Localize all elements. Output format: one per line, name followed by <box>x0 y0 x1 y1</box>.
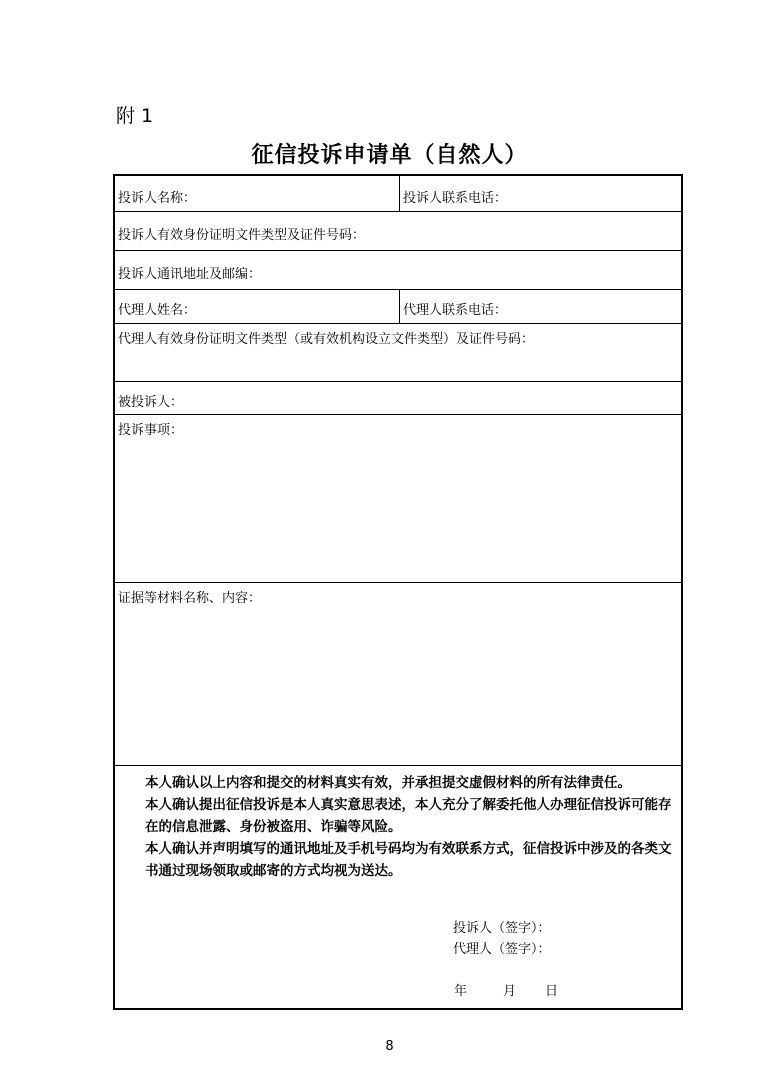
complaint-matters-label: 投诉事项： <box>118 423 184 438</box>
row-complainant-name <box>115 176 681 212</box>
annex-label: 附 1 <box>116 105 154 127</box>
agent-id-label: 代理人有效身份证明文件类型（或有效机构设立文件类型）及证件号码： <box>118 332 535 347</box>
cell-agent-phone[interactable] <box>399 290 681 323</box>
complainant-signature-label: 投诉人（签字）： <box>453 921 551 936</box>
row-complaint-matters[interactable] <box>115 415 681 583</box>
cell-complainant-name[interactable] <box>115 176 399 211</box>
complainant-id-label: 投诉人有效身份证明文件类型及证件号码： <box>118 228 366 243</box>
agent-name-label: 代理人姓名： <box>118 303 197 318</box>
date-month-label: 月 <box>503 984 517 999</box>
cell-agent-name[interactable] <box>115 290 399 323</box>
page-number: 8 <box>385 1039 394 1054</box>
complainant-address-label: 投诉人通讯地址及邮编： <box>118 267 262 282</box>
respondent-label: 被投诉人： <box>118 395 184 410</box>
date-year-label: 年 <box>454 984 468 999</box>
agent-phone-label: 代理人联系电话： <box>403 303 508 318</box>
declaration-paragraph-3: 本人确认并声明填写的通讯地址及手机号码均为有效联系方式，征信投诉中涉及的各类文书通过现场领取或邮寄的方式均视为送达。 <box>145 841 672 879</box>
complaint-form-table <box>113 174 683 1010</box>
row-complainant-address[interactable] <box>115 251 681 290</box>
declaration-paragraph-2: 本人确认提出征信投诉是本人真实意思表述，本人充分了解委托他人办理征信投诉可能存在的信息泄露、身份被盗用、诈骗等风险。 <box>145 797 672 835</box>
agent-signature-label: 代理人（签字）： <box>453 942 551 957</box>
evidence-label: 证据等材料名称、内容： <box>118 591 262 606</box>
declaration-paragraph-1: 本人确认以上内容和提交的材料真实有效，并承担提交虚假材料的所有法律责任。 <box>145 775 631 791</box>
cell-complainant-phone[interactable] <box>399 176 681 211</box>
row-complainant-id[interactable] <box>115 212 681 251</box>
row-evidence[interactable] <box>115 583 681 766</box>
row-agent-name <box>115 290 681 324</box>
complainant-phone-label: 投诉人联系电话： <box>403 191 508 206</box>
row-declaration <box>115 766 681 1008</box>
row-respondent[interactable] <box>115 382 681 415</box>
form-title: 征信投诉申请单（自然人） <box>251 143 528 168</box>
complainant-name-label: 投诉人名称： <box>118 191 197 206</box>
row-agent-id[interactable] <box>115 324 681 382</box>
date-day-label: 日 <box>545 984 559 999</box>
declaration-text <box>117 772 679 882</box>
